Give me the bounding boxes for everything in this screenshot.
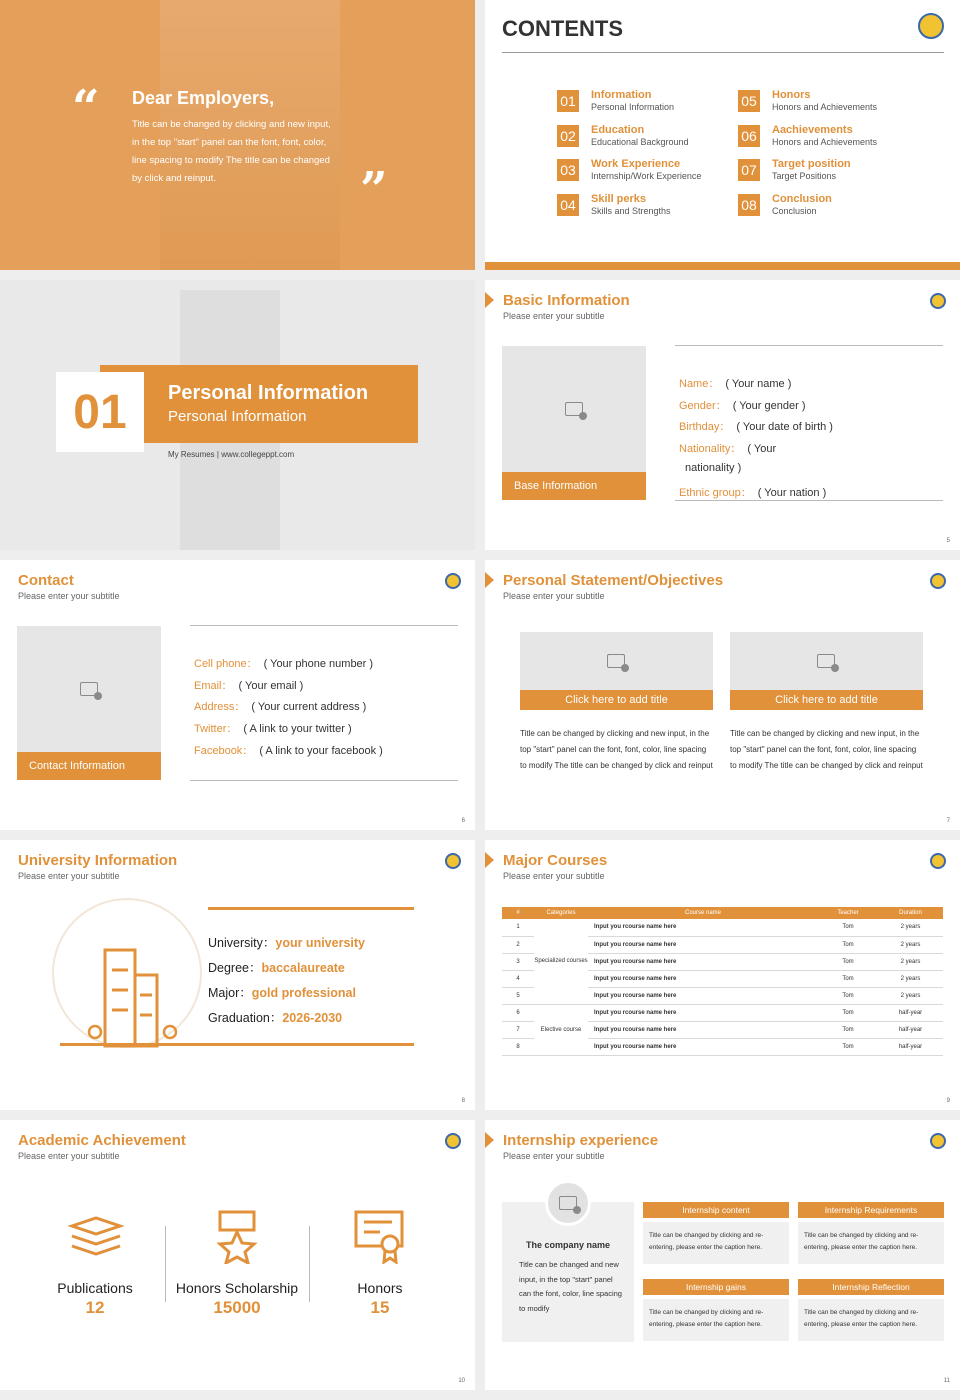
column-header: Course name [588,907,818,919]
toc-number: 01 [557,90,579,112]
info-row [679,397,805,413]
toc-subtitle: Educational Background [591,136,689,147]
slide-section-01[interactable] [0,280,475,550]
toc-number: 03 [557,159,579,181]
title-marker-icon [485,852,494,868]
card-text: Title can be changed by clicking and new input, in the top "start" panel can the font, font, color, line spacing to modify The title can be changed by click and reinput [730,729,923,770]
toc-title: Information [591,89,652,101]
toc-subtitle: Conclusion [772,205,817,216]
course-name[interactable]: Input you rcourse name here [588,1038,818,1055]
info-row [194,655,373,671]
company-text: Title can be changed and new input, in the top "start" panel can the font, color, line spacing to modify [519,1260,622,1313]
slide-title: Internship experience [503,1132,659,1149]
info-value[interactable]: ( Your current address ) [251,701,367,714]
box-header: Internship Requirements [798,1202,944,1218]
company-name: The company name [525,1240,611,1250]
toc-title: Conclusion [772,192,832,205]
slide-subtitle: Please enter your subtitle [503,871,605,881]
course-name[interactable]: Input you rcourse name here [588,953,818,970]
company-photo[interactable] [545,1180,591,1226]
info-label: Nationality： [679,443,742,456]
row-number: 6 [502,1004,534,1021]
stat-label: Honors [357,1280,403,1296]
toc-subtitle: Internship/Work Experience [591,171,702,181]
teacher: Tom [818,970,878,987]
slide-body: Title can be changed by clicking and new input, in the top "start" panel can the font, font, color, line spacing to modify The title can be changed by click and reinput. [132,119,331,184]
page-number: 8 [461,1098,465,1104]
logo-icon [918,13,944,39]
course-name[interactable]: Input you rcourse name here [588,919,818,936]
divider-top [190,625,458,626]
info-value: gold professional [251,986,356,1000]
info-value[interactable]: ( Your nation ) [757,486,827,499]
info-label: Birthday： [679,421,731,434]
info-label: Twitter： [194,723,238,736]
bottom-bar [485,262,960,270]
image-icon [565,402,583,416]
medal-icon [216,1210,258,1264]
info-value[interactable]: ( Your gender ) [732,399,806,412]
toc-title: Education [591,123,645,136]
row-number: 4 [502,970,534,987]
top-line [208,907,414,910]
logo-icon [445,1133,461,1149]
slide-personal-statement[interactable] [485,560,960,830]
photo-placeholder[interactable] [730,632,923,690]
card-text: Title can be changed by clicking and new input, in the top "start" panel can the font, font, color, line spacing to modify The title can be changed by click and reinput [520,729,713,770]
info-value[interactable]: ( Your email ) [238,679,304,692]
info-label: Ethnic group： [679,486,752,499]
info-row [679,418,833,434]
courses-table [502,907,943,1056]
teacher: Tom [818,1038,878,1055]
page-number: 5 [946,538,950,544]
info-value[interactable]: ( Your name ) [725,378,792,390]
duration: 2 years [878,936,943,953]
placeholder-caption: Contact Information [17,752,161,780]
books-icon [68,1214,124,1260]
course-name[interactable]: Input you rcourse name here [588,1004,818,1021]
title-marker-icon [485,292,494,308]
toc-subtitle: Skills and Strengths [591,205,671,216]
divider-top [675,345,943,346]
duration: half-year [878,1004,943,1021]
placeholder-caption: Base Information [502,472,646,500]
open-quote-icon: “ [72,80,100,136]
course-name[interactable]: Input you rcourse name here [588,970,818,987]
slide-dear-employers[interactable] [0,0,475,270]
slide-academic-achievement[interactable] [0,1120,475,1390]
toc-number: 07 [738,159,760,181]
stat-label: Honors Scholarship [175,1280,299,1296]
box-header: Internship gains [643,1279,789,1295]
toc-number: 02 [557,125,579,147]
teacher: Tom [818,953,878,970]
category-cell: Specialized courses [534,919,588,1004]
info-label: Email： [194,679,233,692]
slide-university-information[interactable] [0,840,475,1110]
info-label: University： [208,936,276,950]
row-number: 2 [502,936,534,953]
box-header: Internship Reflection [798,1279,944,1295]
page-number: 7 [946,818,950,824]
slide-subtitle: Please enter your subtitle [503,591,605,601]
course-name[interactable]: Input you rcourse name here [588,1021,818,1038]
toc-number: 05 [738,90,760,112]
info-row [208,1008,342,1026]
slide-title: Personal Statement/Objectives [503,572,724,589]
course-name[interactable]: Input you rcourse name here [588,936,818,953]
duration: 2 years [878,919,943,936]
info-label: Address： [194,701,246,714]
slide-title: Basic Information [503,292,630,309]
section-subtitle: Personal Information [168,408,307,425]
close-quote-icon: ” [360,162,388,218]
info-row [194,742,383,758]
toc-title: Aachievements [772,123,853,136]
teacher: Tom [818,936,878,953]
teacher: Tom [818,987,878,1004]
stat-value: 12 [85,1298,105,1317]
info-row [194,720,352,736]
divider [165,1226,166,1302]
section-title: Personal Information [168,382,369,404]
toc-subtitle: Honors and Achievements [772,136,878,147]
logo-icon [930,1133,946,1149]
slide-subtitle: Please enter your subtitle [503,1151,605,1161]
logo-icon [930,573,946,589]
building-icon [60,940,190,1048]
image-icon [817,654,835,668]
divider-bottom [190,780,458,781]
section-number: 01 [56,372,144,452]
toc-subtitle: Target Positions [772,171,837,181]
slide-subtitle: Please enter your subtitle [18,1151,120,1161]
info-value[interactable]: ( A link to your twitter ) [243,723,352,736]
duration: half-year [878,1021,943,1038]
info-value: your university [275,936,365,950]
toc-title: Honors [772,89,811,101]
info-value[interactable]: ( Your date of birth ) [736,421,833,434]
table-row [502,1004,943,1021]
toc-title: Skill perks [591,192,647,205]
info-row [194,677,303,693]
image-icon [80,682,98,696]
info-value[interactable]: ( A link to your facebook ) [259,744,383,757]
teacher: Tom [818,919,878,936]
slide-subtitle: Please enter your subtitle [18,871,120,881]
info-label: Major： [208,986,252,1000]
column-header: # [502,907,534,919]
box-text: Title can be changed by clicking and re-entering, please enter the caption here. [643,1222,789,1264]
photo-placeholder[interactable] [17,626,161,752]
table-header-row [502,907,943,919]
info-value: baccalaureate [261,961,345,975]
info-row [679,440,776,456]
page-number: 9 [946,1098,950,1104]
info-row [194,698,366,714]
slide-title: Dear Employers, [132,88,275,108]
card-title-button[interactable]: Click here to add title [520,690,713,710]
toc-subtitle: Honors and Achievements [772,102,878,112]
stat-label: Publications [57,1280,133,1296]
category-cell: Elective course [534,1004,588,1055]
logo-icon [445,573,461,589]
info-label: Cell phone： [194,658,258,670]
stat-value: 15000 [213,1298,261,1317]
stat-value: 15 [370,1298,390,1317]
ground-line [60,1043,414,1046]
photo-placeholder[interactable] [520,632,713,690]
certificate-icon [354,1210,406,1264]
divider-bottom [675,500,943,501]
image-icon [559,1196,577,1210]
box-text: Title can be changed by clicking and re-entering, please enter the caption here. [643,1299,789,1341]
slide-title: University Information [18,852,178,869]
box-text: Title can be changed by clicking and re-entering, please enter the caption here. [798,1222,944,1264]
box-text: Title can be changed by clicking and re-entering, please enter the caption here. [798,1299,944,1341]
box-header: Internship content [643,1202,789,1218]
row-number: 7 [502,1021,534,1038]
table-body [502,919,943,1055]
toc-title: Work Experience [591,158,681,170]
logo-icon [930,293,946,309]
slide-subtitle: Please enter your subtitle [503,311,605,321]
info-row [679,462,741,474]
column-header: Categories [534,907,588,919]
page-number: 6 [461,818,465,824]
teacher: Tom [818,1004,878,1021]
logo-icon [930,853,946,869]
slide-title: Academic Achievement [18,1132,186,1149]
table-row [502,919,943,936]
card-title-button[interactable]: Click here to add title [730,690,923,710]
slide-major-courses[interactable] [485,840,960,1110]
info-row [208,933,365,951]
info-row [679,484,826,500]
logo-icon [445,853,461,869]
info-row [679,375,791,391]
divider [502,52,944,53]
image-icon [607,654,625,668]
duration: 2 years [878,970,943,987]
info-value[interactable]: nationality ) [685,461,742,474]
info-row [208,958,345,976]
info-label: Name： [679,378,720,390]
info-value[interactable]: ( Your phone number ) [263,658,374,670]
toc-number: 04 [557,194,579,216]
slide-title: Major Courses [503,852,608,869]
title-marker-icon [485,572,494,588]
duration: half-year [878,1038,943,1055]
info-value[interactable]: ( Your [747,443,777,456]
section-footer: My Resumes | www.collegeppt.com [168,450,295,459]
photo-placeholder[interactable] [502,346,646,472]
info-value: 2026-2030 [282,1011,343,1025]
teacher: Tom [818,1021,878,1038]
info-label: Gender： [679,399,727,412]
row-number: 1 [502,919,534,936]
row-number: 5 [502,987,534,1004]
column-header: Duration [878,907,943,919]
slide-title: Contact [18,572,74,589]
page-number: 11 [943,1378,950,1384]
duration: 2 years [878,953,943,970]
info-row [208,983,356,1001]
row-number: 3 [502,953,534,970]
title-marker-icon [485,1132,494,1148]
info-label: Degree： [208,961,262,975]
toc-title: Target position [772,158,851,170]
slide-contents[interactable] [485,0,960,270]
row-number: 8 [502,1038,534,1055]
slide-internship-experience[interactable] [485,1120,960,1390]
page-number: 10 [458,1378,465,1384]
toc-number: 08 [738,194,760,216]
slide-subtitle: Please enter your subtitle [18,591,120,601]
slide-contact[interactable] [0,560,475,830]
info-label: Graduation： [208,1011,283,1025]
contents-title: CONTENTS [502,16,623,41]
duration: 2 years [878,987,943,1004]
info-label: Facebook： [194,744,254,757]
course-name[interactable]: Input you rcourse name here [588,987,818,1004]
slide-basic-information[interactable] [485,280,960,550]
toc-subtitle: Personal Information [591,102,675,112]
column-header: Teacher [818,907,878,919]
toc-number: 06 [738,125,760,147]
